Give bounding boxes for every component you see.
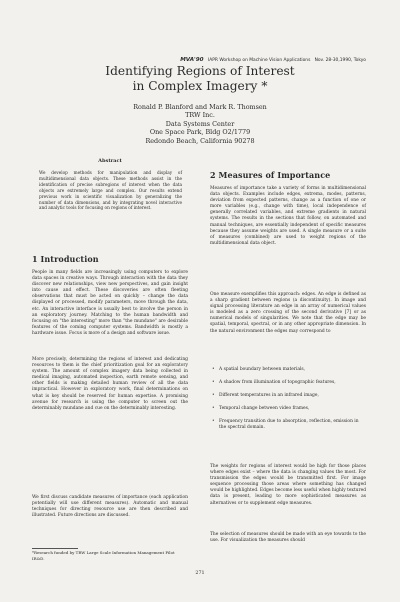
footnote-rule [32,548,78,549]
bullet-item: • A spatial boundary between materials, [210,367,366,373]
edge-bullet-list [210,367,366,439]
section-1-paragraph-1: People in many fields are increasingly using computers to explore data spaces in creative ways. Through interaction with the data they discover new relationships, view new perspectives, and gain insight into cause and effect. These discoveries are often fleeting observations that must be acted on quickly – change the data displayed or processed, modify parameters, move through the data, etc. An interactive interface is usually best to involve the person in an exploratory journey. Matching to the human bandwidth and focusing on "the interesting" more than "the mundane" are desirable features of the coming computer systems. Bandwidth is mostly a hardware issue. Focus is more of a design and software issue. [32,270,188,336]
section-2-paragraph-4: The selection of measures should be made with an eye towards to the use. For visualization the measures should [210,532,366,544]
section-2-paragraph-2: One measure exemplifies this approach: edges. An edge is defined as a sharp gradient between regions (a discontinuity). In image and signal processing literature an edge in an array of numerical values is modeled as a zero crossing of the second derivative [7] or as numerical models of singularities. We note that the edge may be spatial, temporal, spectral, or in any other appropriate dimension. In the natural environment the edges may correspond to [210,292,366,334]
title-line-2: in Complex Imagery * [132,78,268,93]
venue-label: MVA'90 [180,57,204,63]
author-block [0,103,400,145]
workshop-label: IAPR Workshop on Machine Vision Applications [207,58,311,63]
section-2-paragraph-3: The weights for regions of interest would be high for those places where edges exist – where the data is changing values the most. For transmission the edges would be transmitted first. For image sequence processing those areas where something has changed would be highlighted. Edges become less useful when highly textured data is present, leading to more sophisticated measures as alternatives or to supplement edge measures. [210,464,367,506]
bullet-item: • A shadow from illumination of topographic features, [210,380,366,386]
page-number: 271 [195,571,205,576]
running-header [180,57,366,63]
title-line-1: Identifying Regions of Interest [105,64,295,78]
author-city: Redondo Beach, California 90278 [145,136,255,145]
bullet-item: • Different temperatures in an infrared image, [210,393,366,399]
section-1-paragraph-2: More precisely, determining the regions of interest and dedicating resources to them is the chief prioritization goal for an exploratory system. The amount of complex imagery data being collected in medical imaging, automated inspection, earth remote sensing, and other fields is making detailed human review of all the data impractical. However in exploratory work, final determinations on what is key should be reserved for human expertise. A promising avenue for research is using the computer to screen out the determinably mundane and cue on the determinably interesting. [32,357,188,411]
abstract-text: We develop methods for manipulation and display of multidimensional data objects. These methods assist in the identification of precise subregions of interest when the data objects are extremely large and complex. Our results extend previous work in scientific visualization by generalizing the number of data dimensions, and by integrating novel interactive and analytic tools for focusing on regions of interest. [39,170,182,211]
author-dept: Data Systems Center [165,119,235,128]
author-names: Ronald P. Blanford and Mark R. Thomsen [133,103,267,111]
author-org: TRW Inc. [185,111,215,120]
section-2-paragraph-1: Measures of importance take a variety of forms in multidimensional data objects. Examples include edges, extrema, modes, patterns, deviation from expected patterns, change as a function of one or more variables (e.g., change with time), local independence of generally correlated variables, and extreme gradients in natural systems. The results in the sections that follow, on automated and manual techniques, are essentially independent of specific measures because they assume weights are used. A single measure or a suite of measures (combined) are used to weight regions of the multidimensional data object. [210,186,366,246]
author-address: One Space Park, Bldg O2/1779 [149,128,251,137]
footnote: *Research funded by TRW Large Scale Information Management Pilot IR&D. [32,550,175,561]
paper-title [0,64,400,93]
section-1-paragraph-3: We first discuss candidate measures of importance (each application potentially will use different measures). Automatic and manual techniques for directing resource use are then described and illustrated. Future directions are discussed. [32,495,188,519]
section-1-heading: 1 Introduction [32,254,99,264]
bullet-item: • Temporal change between video frames, [210,406,366,412]
bullet-item: • Frequency transition due to absorption, reflection, emission in the spectral domain. [210,419,366,431]
date-place-label: Nov. 28-30,1990, Tokyo [314,58,366,63]
abstract-heading: Abstract [98,158,122,164]
section-2-heading: 2 Measures of Importance [210,170,331,180]
